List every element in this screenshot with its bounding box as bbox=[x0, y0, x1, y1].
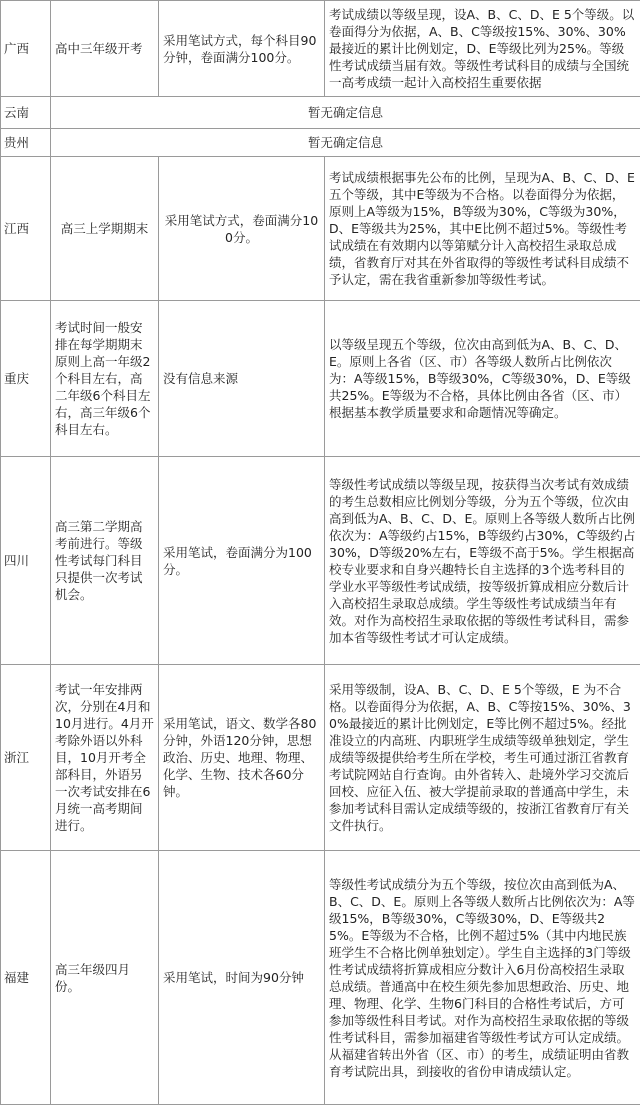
grading-cell: 等级性考试成绩分为五个等级，按位次由高到低为A、B、C、D、E。原则上各等级人数所占比例依次为：A等级15%，B等级30%，C等级30%，D、E等级共25%。E等级为不合格，比例不超过5%（其中内地民族班学生不合格比例单独划定）。学生自主选择的3门等级性考试成绩将折算成相应分数计入6月份高校招生录取总成绩。普通高中在校生须先参加思想政治、历史、地理、物理、化学、生物6门科目的合格性考试后，方可参加等级性科目考试。对作为高校招生录取依据的等级性考试科目，需参加福建省等级性考试方可认定成绩。从福建省转出外省（区、市）的考生，成绩证明由省教育考试院出具，到接收的省份申请成绩认定。 bbox=[325, 851, 640, 1105]
no-info-cell: 暂无确定信息 bbox=[51, 129, 640, 157]
exam-time-cell: 考试时间一般安排在每学期期末 原则上高一年级2个科目左右，高二年级6个科目左右，高三年级6个科目左右。 bbox=[51, 301, 159, 457]
province-cell: 重庆 bbox=[1, 301, 51, 457]
exam-method-cell: 没有信息来源 bbox=[159, 301, 325, 457]
exam-time-cell: 考试一年安排两次，分别在4月和10月进行。4月开考除外语以外科目，10月开考全部科目，外语另一次考试安排在6月统一高考期间进行。 bbox=[51, 665, 159, 851]
province-cell: 浙江 bbox=[1, 665, 51, 851]
exam-method-cell: 采用笔试方式，每个科目90分钟，卷面满分100分。 bbox=[159, 1, 325, 97]
table-row bbox=[1, 1, 640, 97]
table-row bbox=[1, 851, 640, 1105]
exam-method-cell: 采用笔试，语文、数学各80分钟，外语120分钟，思想政治、历史、地理、物理、化学、生物、技术各60分钟。 bbox=[159, 665, 325, 851]
grading-cell: 等级性考试成绩以等级呈现，按获得当次考试有效成绩的考生总数相应比例划分等级，分为五个等级，位次由高到低为A、B、C、D、E。原则上各等级人数所占比例依次为：A等级约占15%，B等级约占30%，C等级约占30%，D等级20%左右，E等级不高于5%。学生根据高校专业要求和自身兴趣特长自主选择的3个选考科目的学业水平等级性考试成绩，按等级折算成相应分数后计入高校招生录取总成绩。学生等级性考试成绩当年有效。对作为高校招生录取依据的等级性考试科目，需参加本省等级性考试才可认定成绩。 bbox=[325, 457, 640, 665]
no-info-cell: 暂无确定信息 bbox=[51, 97, 640, 129]
table-row bbox=[1, 97, 640, 129]
grading-cell: 以等级呈现五个等级，位次由高到低为A、B、C、D、E。原则上各省（区、市）各等级人数所占比例依次为：A等级15%，B等级30%，C等级30%，D、E等级共25%。E等级为不合格，具体比例由各省（区、市）根据基本教学质量要求和命题情况等确定。 bbox=[325, 301, 640, 457]
exam-time-cell: 高三上学期期末 bbox=[51, 157, 159, 301]
exam-method-cell: 采用笔试，卷面满分为100分。 bbox=[159, 457, 325, 665]
province-cell: 福建 bbox=[1, 851, 51, 1105]
exam-method-cell: 采用笔试，时间为90分钟 bbox=[159, 851, 325, 1105]
table-row bbox=[1, 457, 640, 665]
province-cell: 四川 bbox=[1, 457, 51, 665]
province-cell: 江西 bbox=[1, 157, 51, 301]
grading-cell: 考试成绩根据事先公布的比例，呈现为A、B、C、D、E 五个等级，其中E等级为不合格。以卷面得分为依据，原则上A等级为15%，B等级为30%，C等级为30%，D、E等级共为25%，其中E比例不超过5%。等级性考试成绩在有效期内以等第赋分计入高校招生录取总成绩，省教育厅对其在外省取得的等级性考试科目成绩不予认定，需在我省重新参加等级性考试。 bbox=[325, 157, 640, 301]
table-row bbox=[1, 129, 640, 157]
table-row bbox=[1, 301, 640, 457]
grading-cell: 考试成绩以等级呈现，设A、B、C、D、E 5个等级。以卷面得分为依据，A、B、C等级按15%、30%、30%最接近的累计比例划定，D、E等级比列为25%。等级性考试成绩当届有效。等级性考试科目的成绩与全国统一高考成绩一起计入高校招生重要依据 bbox=[325, 1, 640, 97]
grading-cell: 采用等级制，设A、B、C、D、E 5个等级，E 为不合格。以卷面得分为依据，A、B、C等按15%、30%、30%最接近的累计比例划定，E等比例不超过5%。经批准设立的内高班、内职班学生成绩等级单独划定，学生成绩等级提供给考生所在学校，考生可通过浙江省教育考试院网站自行查询。由外省转入、赴境外学习交流后回校、应征入伍、被大学提前录取的普通高中学生，未参加考试科目需认定成绩等级的，按浙江省教育厅有关文件执行。 bbox=[325, 665, 640, 851]
exam-time-cell: 高中三年级开考 bbox=[51, 1, 159, 97]
province-cell: 贵州 bbox=[1, 129, 51, 157]
exam-time-cell: 高三年级四月份。 bbox=[51, 851, 159, 1105]
exam-time-cell: 高三第二学期高考前进行。等级性考试每门科目只提供一次考试机会。 bbox=[51, 457, 159, 665]
exam-method-cell: 采用笔试方式，卷面满分100分。 bbox=[159, 157, 325, 301]
province-cell: 云南 bbox=[1, 97, 51, 129]
table-row bbox=[1, 665, 640, 851]
province-cell: 广西 bbox=[1, 1, 51, 97]
table-row bbox=[1, 157, 640, 301]
